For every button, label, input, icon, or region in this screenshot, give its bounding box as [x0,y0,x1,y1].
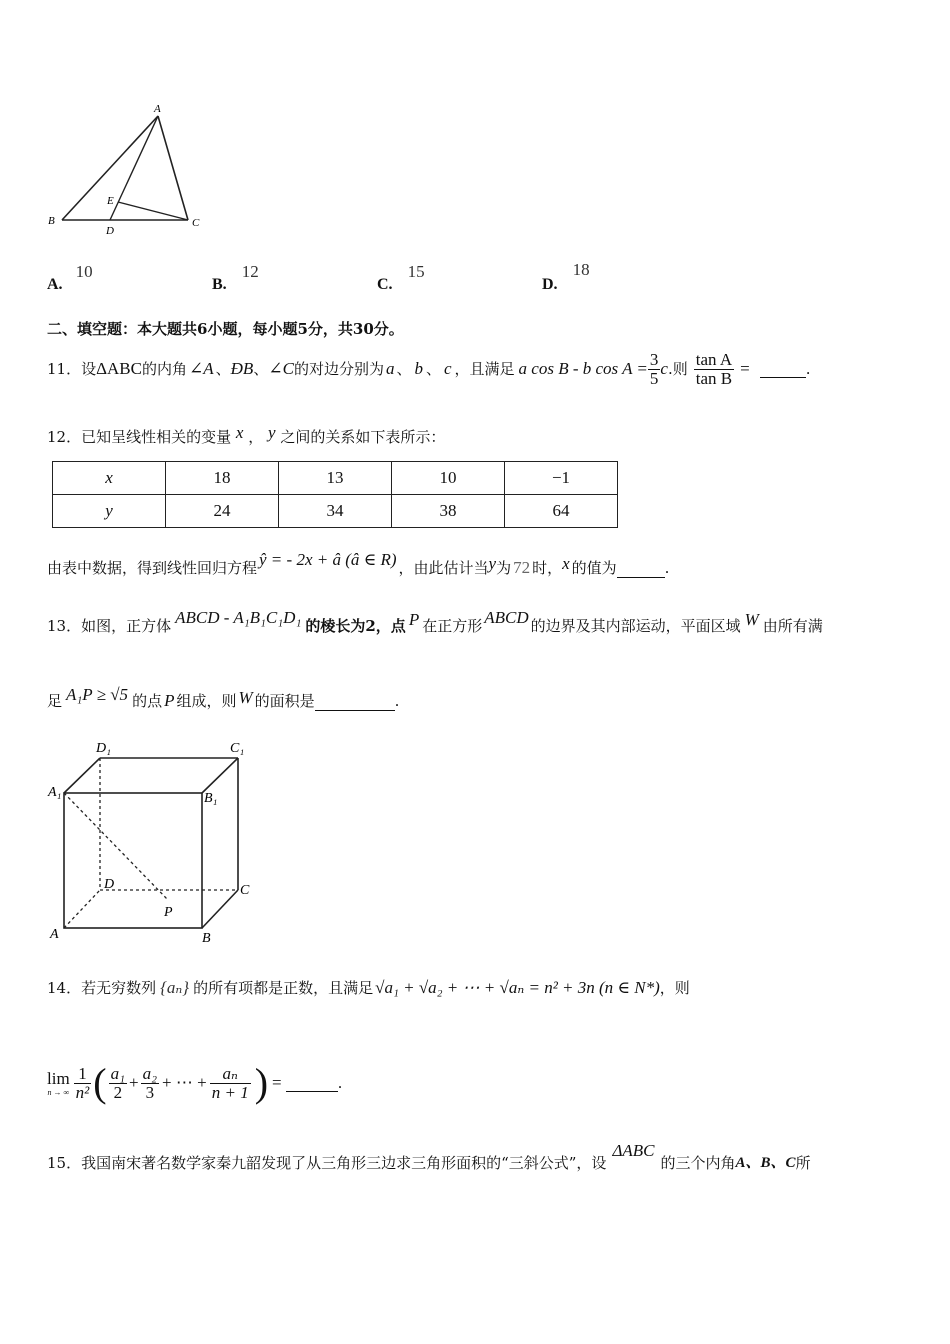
table-cell: 64 [505,495,618,528]
q12-value: 72 [513,558,531,577]
option-letter: C. [377,276,393,293]
table-row [53,495,618,528]
q11-sep2: 、 [253,360,269,378]
q11-c: c [443,359,452,378]
q12-intro2: 之间的关系如下表所示： [280,428,446,446]
q11-angle-b: ÐB [230,359,254,378]
q14-lim-block [47,1069,70,1097]
q11-frac-den: 5 [649,368,659,388]
q13-square: ABCD [484,608,529,627]
label-D: D [104,877,115,892]
q15-c: 所 [795,1154,811,1172]
segment-A1P [64,793,168,900]
option-d[interactable] [542,260,590,293]
q11-equals: = [740,359,750,378]
q13-p2: P [164,691,175,710]
label-C: C [240,883,250,898]
table-cell: x [53,462,166,495]
label-A: A [154,103,161,115]
table-cell: 34 [279,495,392,528]
q14-lim: lim [47,1069,70,1088]
option-letter: B. [212,276,227,293]
q12-comma: ， [248,428,264,446]
label-B1: B₁ [204,791,218,806]
q12-line2d: 时， [532,559,563,577]
q14-term2 [141,1065,159,1102]
option-value: 12 [241,262,259,281]
q13-b: 的棱长为2，点 [305,617,406,635]
q13-w: W [744,610,759,629]
question-13-line2 [47,683,399,711]
question-14-line1 [47,972,690,1004]
q14-dots: + ⋯ + [162,1073,207,1092]
option-value: 10 [75,262,93,281]
q11-period: . [805,360,811,378]
q14-t2d: 3 [145,1082,155,1102]
q14-t1n: a₁ [110,1063,126,1083]
q14-one: 1 [74,1065,92,1084]
question-13-line1 [47,606,823,636]
q13-condition: A₁P ≥ √5 [66,685,129,704]
q13-w2: W [238,688,253,707]
question-15 [47,1143,811,1173]
q14-t3d: n + 1 [211,1082,249,1102]
option-value: 18 [572,260,590,279]
q15-a: 15．我国南宋著名数学家秦九韶发现了从三角形三边求三角形面积的“三斜公式”，设 [47,1154,607,1172]
table-cell: 18 [166,462,279,495]
label-D: D [106,225,114,237]
q12-answer-blank[interactable] [617,561,665,578]
edge-A1D1 [64,758,100,793]
table-cell: 13 [279,462,392,495]
hidden-edge-AD [64,890,100,928]
q14-term3 [210,1065,251,1102]
q15-b: 的三个内角 [660,1154,736,1172]
question-12-line2 [47,550,669,578]
q13-d: 的边界及其内部运动，平面区域 [530,617,741,635]
q11-equation: a cos B - b cos A = [518,359,648,378]
q11-frac-num: 3 [649,349,659,369]
q14-left-paren: ( [93,1060,107,1105]
q15-letters: A、B、C [735,1155,796,1171]
q11-angle-c: ∠C [268,359,294,378]
q14-t3n: aₙ [210,1065,251,1084]
q12-line2e: 的值为 [571,559,617,577]
q14-n2: n² [75,1082,90,1102]
label-C1: C₁ [230,741,245,756]
q11-tan-a: tan A [695,349,733,369]
q13-period: . [394,692,400,710]
q11-sep1: 、 [215,360,231,378]
q11-c2: c [660,359,668,378]
cube-front-face [64,793,202,928]
table-cell: 10 [392,462,505,495]
label-D1: D₁ [96,741,111,756]
q13-a: 13．如图，正方体 [47,617,172,635]
label-A: A [50,927,59,942]
q11-sep3: 、 [396,360,412,378]
label-P: P [164,905,173,920]
q11-a: a [385,359,395,378]
option-letter: D. [542,276,558,293]
q12-intro: 12．已知呈线性相关的变量 [47,428,232,446]
q11-tan-b: tan B [695,368,733,388]
option-value: 15 [407,262,425,281]
q12-line2c: 为 [496,559,512,577]
q14-plus: + [129,1073,139,1092]
q11-fraction [648,351,661,388]
q13-f: 足 [47,692,63,710]
q14-period: . [337,1074,343,1092]
q13-p: P [408,610,420,629]
q13-h: 组成，则 [176,692,237,710]
q12-x: x [235,423,244,442]
q13-cube: ABCD - A₁B₁C₁D₁ [175,608,302,627]
q12-regression-eq: ŷ = - 2x + â (â ∈ R) [259,550,397,569]
table-cell: 24 [166,495,279,528]
q11-sep4: 、 [425,360,441,378]
table-cell: y [53,495,166,528]
q13-g: 的点 [132,692,163,710]
q11-text4: .则 [667,360,688,378]
q14-b: 的所有项都是正数，且满足 [193,979,374,997]
q12-x2: x [562,554,570,573]
q13-c: 在正方形 [422,617,483,635]
question-12 [47,423,446,447]
label-C: C [192,217,200,229]
table-cell: 38 [392,495,505,528]
table-cell: −1 [505,462,618,495]
question-11 [47,346,810,392]
option-c[interactable] [377,262,425,293]
section-heading: 二、填空题：本大题共6小题，每小题5分，共30分。 [47,320,404,338]
q11-tan-fraction [694,351,734,388]
q14-c: ，则 [659,979,690,997]
q12-period: . [664,559,670,577]
q13-answer-blank[interactable] [315,694,395,711]
q12-y2: y [488,554,497,573]
q14-term1 [109,1065,127,1102]
data-table [52,461,618,528]
label-B: B [48,215,55,227]
q13-e: 由所有满 [762,617,823,635]
q11-angle-a: ∠A [189,359,214,378]
question-14-limit [47,1058,342,1108]
q15-triangle: ΔABC [612,1141,655,1160]
edge-AC [158,116,188,220]
q14-one-over-n2 [74,1065,92,1102]
edge-B1C1 [202,758,238,793]
q14-answer-blank[interactable] [286,1075,338,1092]
q11-text2: 的对边分别为 [293,360,384,378]
q14-equation: √a₁ + √a₂ + ⋯ + √aₙ = n² + 3n (n ∈ N*) [375,978,660,997]
q14-equals: = [272,1073,282,1092]
q13-i: 的面积是 [254,692,315,710]
edge-BC [202,890,238,928]
q12-y: y [268,423,276,442]
label-B: B [202,931,211,946]
q11-text3: ，且满足 [454,360,515,378]
table-row [53,462,618,495]
q11-triangle: ΔABC [96,359,142,378]
q14-lim-sub: n → ∞ [47,1088,70,1097]
q14-a: 14．若无穷数列 [47,979,157,997]
triangle-figure [40,98,220,238]
q11-answer-blank[interactable] [760,361,806,378]
q11-b: b [414,359,423,378]
cube-figure [44,738,264,948]
q14-t2n: a₂ [142,1063,158,1083]
q14-t1d: 2 [113,1082,123,1102]
label-E: E [107,195,114,207]
q11-num: 11．设 [47,360,97,378]
segment-AD [110,116,158,220]
q14-sequence: {aₙ} [160,978,190,997]
option-letter: A. [47,276,63,293]
q14-right-paren: ) [254,1060,269,1105]
option-b[interactable] [212,262,259,293]
q12-line2b: ，由此估计当 [398,559,489,577]
label-A1: A₁ [48,785,62,800]
q12-line2a: 由表中数据，得到线性回归方程 [47,559,258,577]
option-a[interactable] [47,262,93,293]
segment-EC [118,202,188,220]
q11-text1: 的内角 [141,360,187,378]
